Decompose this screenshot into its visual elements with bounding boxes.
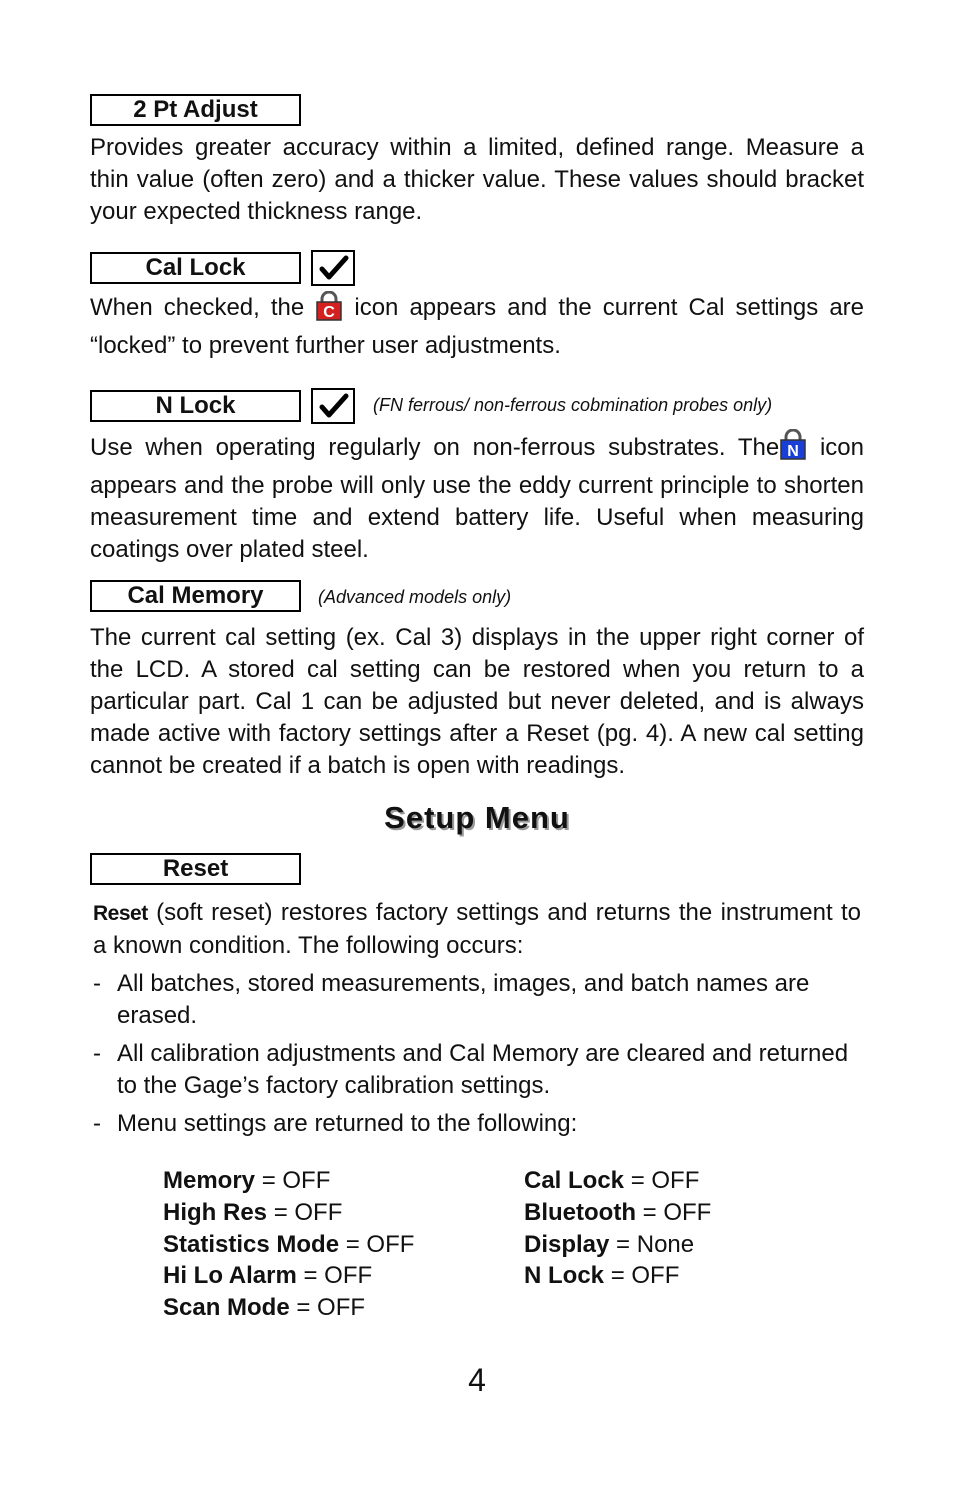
n-lock-text-before: Use when operating regularly on non-ferrous substrates. The xyxy=(90,434,780,461)
setting-name: Scan Mode xyxy=(163,1294,290,1321)
paragraph-reset-intro xyxy=(93,897,861,962)
page-number: 4 xyxy=(468,1362,486,1398)
paragraph-cal-lock xyxy=(90,291,864,362)
setting-high-res xyxy=(163,1197,342,1229)
n-lock-text-after: icon appears and the probe will only use the eddy current principle to shorten measurement time and extend battery life. Useful when measuring coatings over plated steel. xyxy=(90,434,864,563)
setting-name: Hi Lo Alarm xyxy=(163,1262,297,1289)
cal-memory-note: (Advanced models only) xyxy=(318,587,512,607)
setting-bluetooth xyxy=(524,1197,711,1229)
setting-name: Memory xyxy=(163,1167,256,1194)
n-lock-checkbox xyxy=(311,388,355,424)
paragraph-n-lock xyxy=(90,429,864,566)
bullet-text: All calibration adjustments and Cal Memory are cleared and returned to the Gage’s factory calibration settings. xyxy=(117,1040,849,1099)
setup-menu-heading: Setup Menu xyxy=(384,800,570,835)
bullet-dash: - xyxy=(93,970,101,997)
setting-value: = OFF xyxy=(345,1231,415,1258)
setting-scan-mode xyxy=(163,1292,365,1324)
setting-value: = OFF xyxy=(642,1199,712,1226)
menu-label-reset: Reset xyxy=(90,853,301,885)
menu-label-n-lock: N Lock xyxy=(90,390,301,422)
setting-name: Cal Lock xyxy=(524,1167,625,1194)
setting-name: Statistics Mode xyxy=(163,1231,340,1258)
setting-value: = None xyxy=(616,1231,695,1258)
menu-label-cal-lock: Cal Lock xyxy=(90,252,301,284)
bullet-dash: - xyxy=(93,1110,101,1137)
setting-name: N Lock xyxy=(524,1262,605,1289)
setting-value: = OFF xyxy=(630,1167,700,1194)
paragraph-cal-memory: The current cal setting (ex. Cal 3) displays in the upper right corner of the LCD. A stored cal setting can be restored when you return to a particular part. Cal 1 can be adjusted but never deleted, and is always made active with factory settings after a Reset (pg. 4). A new cal setting cannot be created if a batch is open with readings. xyxy=(90,624,864,779)
setting-value: = OFF xyxy=(261,1167,331,1194)
setting-n-lock xyxy=(524,1260,679,1292)
bullet-text: Menu settings are returned to the following: xyxy=(117,1110,578,1137)
svg-text:C: C xyxy=(323,304,336,321)
cal-lock-text-after: icon appears and the current Cal settings are “locked” to prevent further user adjustments. xyxy=(90,294,865,359)
setting-memory xyxy=(163,1165,330,1197)
setting-value: = OFF xyxy=(610,1262,680,1289)
setting-name: Display xyxy=(524,1231,610,1258)
svg-text:N: N xyxy=(787,443,799,460)
menu-label-2pt-adjust: 2 Pt Adjust xyxy=(90,94,301,126)
bullet-dash: - xyxy=(93,1040,101,1067)
setting-statistics-mode xyxy=(163,1229,414,1261)
setting-hi-lo-alarm xyxy=(163,1260,372,1292)
setting-value: = OFF xyxy=(303,1262,373,1289)
reset-keyword: Reset xyxy=(93,902,148,925)
cal-lock-text-before: When checked, the xyxy=(90,294,305,321)
menu-label-cal-memory: Cal Memory xyxy=(90,580,301,612)
setting-display xyxy=(524,1229,694,1261)
n-lock-icon xyxy=(779,429,807,470)
setting-value: = OFF xyxy=(273,1199,343,1226)
cal-lock-icon xyxy=(315,291,343,330)
paragraph-2pt-adjust: Provides greater accuracy within a limited, defined range. Measure a thin value (often zero) and a thicker value. These values should bracket your expected thickness range. xyxy=(90,134,864,225)
reset-intro-text: (soft reset) restores factory settings and returns the instrument to a known condition. The following occurs: xyxy=(93,899,862,959)
setting-value: = OFF xyxy=(296,1294,366,1321)
setting-name: High Res xyxy=(163,1199,268,1226)
setting-cal-lock xyxy=(524,1165,699,1197)
checkmark-icon xyxy=(313,390,353,422)
n-lock-note: (FN ferrous/ non-ferrous cobmination probes only) xyxy=(373,395,773,415)
checkmark-icon xyxy=(313,252,353,284)
setting-name: Bluetooth xyxy=(524,1199,636,1226)
cal-lock-checkbox xyxy=(311,250,355,286)
bullet-text: All batches, stored measurements, images, and batch names are erased. xyxy=(117,970,810,1029)
